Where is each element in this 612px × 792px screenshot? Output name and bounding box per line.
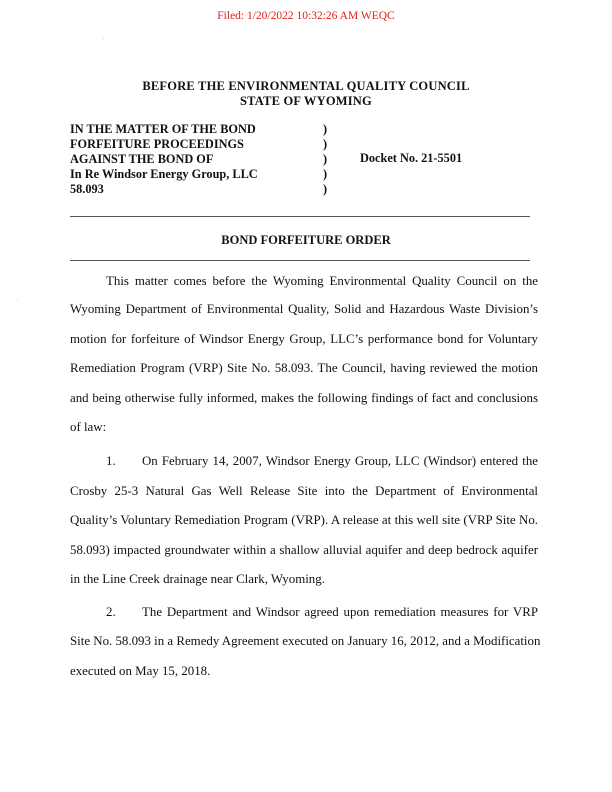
divider-bottom [70, 260, 530, 261]
paragraph-line: motion for forfeiture of Windsor Energy Group, LLC’s performance bond for Voluntary [70, 332, 538, 346]
scan-mark: · [16, 295, 19, 304]
caption-line: IN THE MATTER OF THE BOND [70, 122, 256, 136]
caption-line: 58.093 [70, 182, 104, 196]
court-state: STATE OF WYOMING [240, 94, 372, 108]
docket-number: Docket No. 21-5501 [360, 151, 463, 165]
paragraph-line: 58.093) impacted groundwater within a shallow alluvial aquifer and deep bedrock aquifer [70, 543, 538, 557]
paragraph-line: The Department and Windsor agreed upon remediation measures for VRP [142, 605, 538, 619]
paragraph-line: Wyoming Department of Environmental Quality, Solid and Hazardous Waste Division’s [70, 302, 538, 316]
caption-paren: ) [323, 122, 328, 136]
paragraph-line: executed on May 15, 2018. [70, 664, 211, 678]
court-name: BEFORE THE ENVIRONMENTAL QUALITY COUNCIL [142, 79, 470, 93]
caption-line: FORFEITURE PROCEEDINGS [70, 137, 244, 151]
caption-paren: ) [323, 167, 328, 181]
paragraph-line: Quality’s Voluntary Remediation Program (VRP). A release at this well site (VRP Site No. [70, 513, 538, 527]
paragraph-line: Remediation Program (VRP) Site No. 58.093. The Council, having reviewed the motion [70, 361, 538, 375]
caption-line: AGAINST THE BOND OF [70, 152, 214, 166]
caption-line: In Re Windsor Energy Group, LLC [70, 167, 258, 181]
caption-paren: ) [323, 182, 328, 196]
scan-mark: · [189, 740, 192, 749]
paragraph-line: in the Line Creek drainage near Clark, Wyoming. [70, 572, 325, 586]
divider-top [70, 216, 530, 217]
finding-number: 1. [106, 454, 116, 468]
paragraph-line: This matter comes before the Wyoming Environmental Quality Council on the [106, 274, 538, 288]
paragraph-line: of law: [70, 420, 107, 434]
filed-stamp: Filed: 1/20/2022 10:32:26 AM WEQC [217, 10, 395, 22]
order-title: BOND FORFEITURE ORDER [221, 233, 391, 247]
paragraph-line: and being otherwise fully informed, makes the following findings of fact and conclusions [70, 391, 538, 405]
paragraph-line: Site No. 58.093 in a Remedy Agreement executed on January 16, 2012, and a Modification [70, 634, 541, 648]
paragraph-line: Crosby 25-3 Natural Gas Well Release Site into the Department of Environmental [70, 484, 538, 498]
scan-mark: · [102, 34, 105, 43]
finding-number: 2. [106, 605, 116, 619]
paragraph-line: On February 14, 2007, Windsor Energy Group, LLC (Windsor) entered the [142, 454, 538, 468]
caption-paren: ) [323, 152, 328, 166]
caption-paren: ) [323, 137, 328, 151]
